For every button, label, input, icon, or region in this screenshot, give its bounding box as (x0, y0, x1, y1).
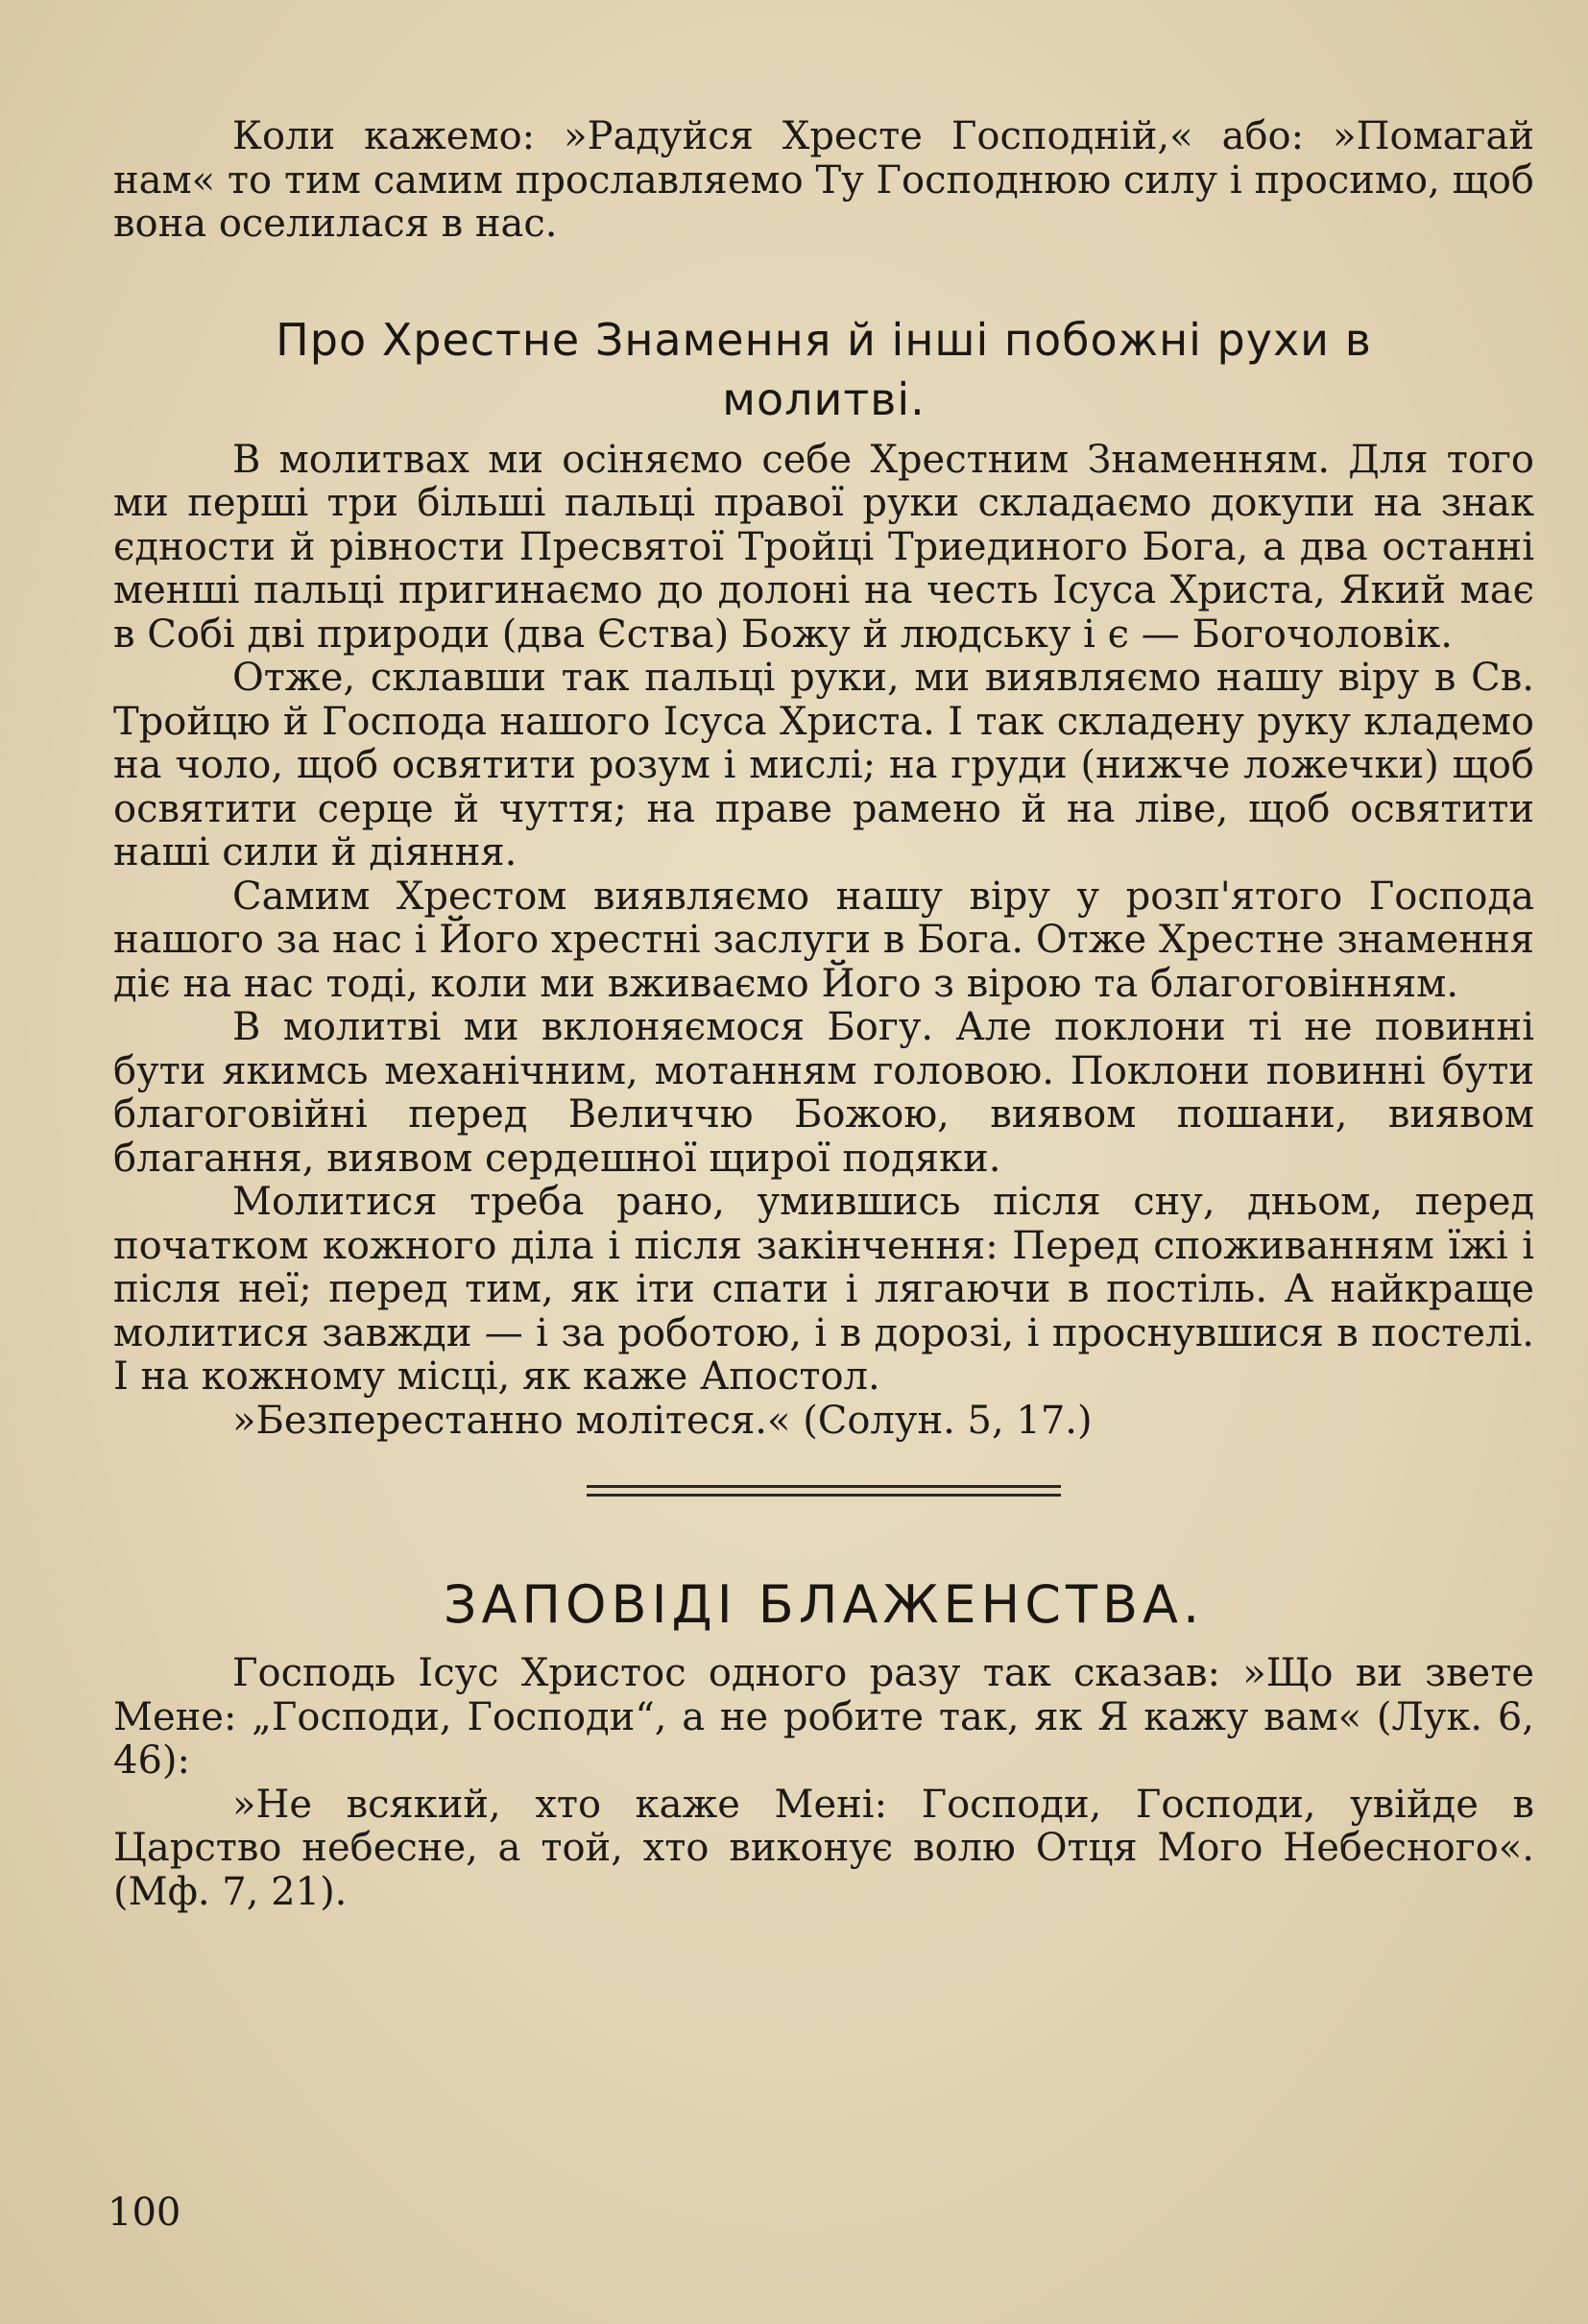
cross-quote: »Безперестанно молітеся.« (Солун. 5, 17.) (232, 1398, 1093, 1443)
intro-paragraph: Коли кажемо: »Радуйся Хресте Господній,« або: »Помагай нам« то тим самим прославляемо Ту Господнюю силу і просимо, щоб вона оселилася в нас. (113, 114, 1534, 246)
beatitudes-paragraph-2: »Не всякий, хто каже Мені: Господи, Господи, увійде в Царство небесне, а той, хто виконує волю Отця Мого Небесного«. (Мф. 7, 21). (113, 1782, 1534, 1914)
cross-paragraph-5: Молитися треба рано, умившись після сну, дньом, перед початком кожного діла і після закінчення: Перед споживанням їжі і після неї; перед тим, як іти спати і лягаючи в постіль. А найкраще молитися завжди — і за роботою, і в дорозі, і проснувшися в постелі. І на кожному місці, як каже Апостол. (113, 1180, 1534, 1399)
page-number: 100 (108, 2191, 181, 2235)
cross-paragraph-3: Самим Хрестом виявляємо нашу віру у розп'ятого Господа нашого за нас і Його хрестні заслуги в Бога. Отже Хрестне знамення діє на нас тоді, коли ми вживаємо Його з вірою та благоговінням. (113, 874, 1534, 1006)
section-heading-cross: Про Хрестне Знамення й інші побожні рухи в молитві. (276, 313, 1372, 425)
beatitudes-paragraph-1: Господь Ісус Христос одного разу так сказав: »Що ви звете Мене: „Господи, Господи“, а не робите так, як Я кажу вам« (Лук. 6, 46): (113, 1651, 1534, 1783)
double-rule-divider (587, 1485, 1061, 1497)
cross-paragraph-4: В молитві ми вклоняємося Богу. Але поклони ті не повинні бути якимсь механічним, мотанням головою. Поклони повинні бути благоговійні перед Величчю Божою, виявом пошани, виявом благання, виявом сердешної щирої подяки. (113, 1005, 1534, 1181)
cross-paragraph-1: В молитвах ми осіняємо себе Хрестним Знаменням. Для того ми перші три більші пальці правої руки складаємо докупи на знак єдности й рівности Пресвятої Тройці Триединого Бога, а два останні менші пальці пригинаємо до долоні на честь Ісуса Христа, Який має в Собі дві природи (два Єства) Божу й людську і є — Богочоловік. (113, 437, 1534, 657)
cross-paragraph-2: Отже, склавши так пальці руки, ми виявляємо нашу віру в Св. Тройцю й Господа нашого Ісуса Христа. І так складену руку кладемо на чоло, щоб освятити розум і мислі; на груди (нижче ложечки) щоб освятити серце й чуття; на праве рамено й на ліве, щоб освятити наші сили й діяння. (113, 656, 1534, 874)
section-heading-beatitudes: ЗАПОВІДІ БЛАЖЕНСТВА. (443, 1574, 1205, 1635)
page-content (113, 115, 1534, 1914)
